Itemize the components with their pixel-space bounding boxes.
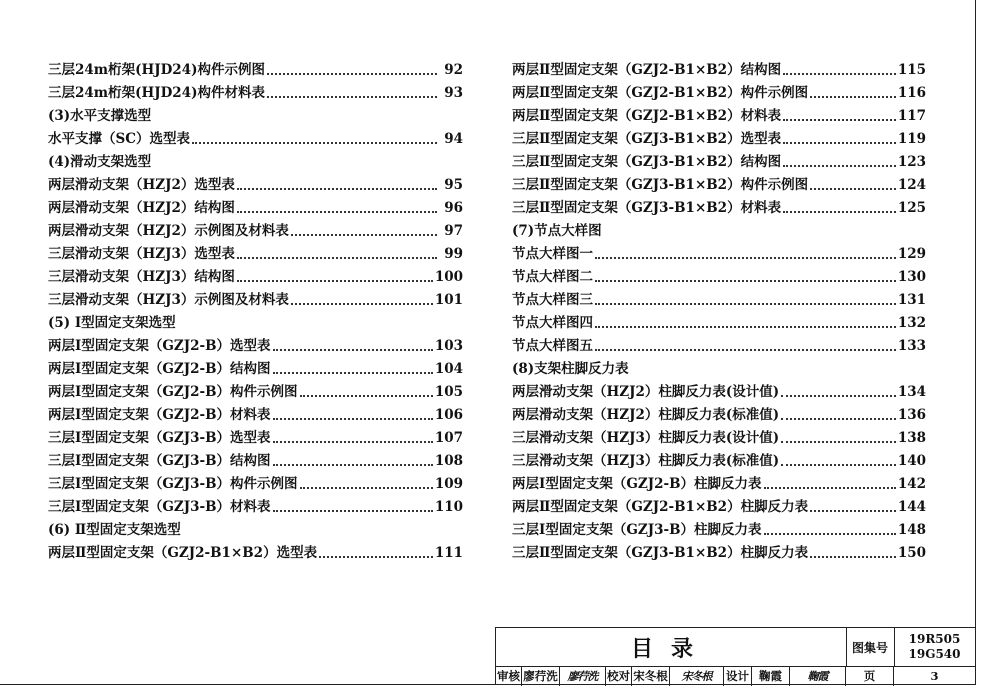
toc-section-heading	[512, 357, 926, 380]
toc-entry-page: 142	[897, 476, 926, 492]
toc-entry-title: 两层Ⅰ型固定支架（GZJ2-B）结构图	[48, 361, 271, 377]
toc-entry-page: 123	[897, 154, 926, 170]
toc-leader-dots	[783, 141, 896, 144]
toc-leader-dots	[810, 187, 896, 190]
toc-entry-title: 三层Ⅰ型固定支架（GZJ3-B）构件示例图	[48, 476, 298, 492]
toc-leader-dots	[237, 256, 437, 259]
toc-entry	[48, 334, 463, 357]
toc-entry-page: 109	[434, 476, 463, 492]
signature-row	[496, 666, 975, 686]
toc-entry-page: 133	[897, 338, 926, 354]
toc-leader-dots	[273, 348, 433, 351]
set-number-label: 图集号	[846, 628, 895, 667]
toc-entry-page: 111	[434, 545, 463, 561]
toc-section-heading	[48, 311, 463, 334]
toc-leader-dots	[273, 509, 433, 512]
page-label: 页	[846, 666, 894, 686]
toc-entry-page: 140	[897, 453, 926, 469]
toc-section-heading	[48, 150, 463, 173]
toc-entry-page: 150	[897, 545, 926, 561]
toc-entry	[48, 495, 463, 518]
toc-entry	[512, 104, 926, 127]
toc-entry	[48, 58, 463, 81]
toc-leader-dots	[810, 95, 896, 98]
toc-entry-page: 104	[434, 361, 463, 377]
toc-leader-dots	[595, 302, 896, 305]
toc-entry-page: 101	[434, 292, 463, 308]
toc-entry-title: 三层滑动支架（HZJ3）示例图及材料表	[48, 292, 289, 308]
toc-leader-dots	[783, 210, 896, 213]
toc-entry	[48, 403, 463, 426]
toc-entry-page: 94	[444, 131, 463, 147]
toc-entry-title: 节点大样图四	[512, 315, 593, 331]
toc-entry-title: 两层滑动支架（HZJ2）柱脚反力表(标准值)	[512, 407, 780, 423]
toc-entry	[48, 196, 463, 219]
toc-entry	[512, 81, 926, 104]
toc-entry-page: 92	[444, 62, 463, 78]
toc-entry	[48, 472, 463, 495]
set-number	[894, 628, 975, 667]
toc-entry	[512, 403, 926, 426]
toc-entry-title: 三层Ⅱ型固定支架（GZJ3-B1×B2）选型表	[512, 131, 782, 147]
toc-leader-dots	[273, 417, 433, 420]
toc-entry-page: 138	[897, 430, 926, 446]
toc-entry-title: 两层Ⅰ型固定支架（GZJ2-B）选型表	[48, 338, 271, 354]
toc-entry-title: 三层Ⅱ型固定支架（GZJ3-B1×B2）结构图	[512, 154, 782, 170]
toc-entry-title: 两层Ⅱ型固定支架（GZJ2-B1×B2）材料表	[512, 108, 782, 124]
toc-leader-dots	[237, 279, 433, 282]
toc-entry-title: (7)节点大样图	[512, 223, 602, 239]
toc-entry	[512, 334, 926, 357]
toc-leader-dots	[781, 394, 896, 397]
toc-entry-page: 148	[897, 522, 926, 538]
toc-entry-page: 110	[434, 499, 463, 515]
designer-name: 鞠霞	[752, 666, 790, 686]
toc-leader-dots	[783, 72, 896, 75]
check-label: 校对	[606, 666, 632, 686]
reviewer-signature: 廖荇洗	[560, 666, 606, 686]
toc-entry-title: 节点大样图一	[512, 246, 593, 262]
toc-leader-dots	[237, 187, 437, 190]
toc-entry-title: 两层Ⅱ型固定支架（GZJ2-B1×B2）选型表	[48, 545, 318, 561]
toc-entry	[48, 81, 463, 104]
toc-entry-title: 三层Ⅰ型固定支架（GZJ3-B）材料表	[48, 499, 271, 515]
toc-entry-title: 节点大样图二	[512, 269, 593, 285]
toc-entry-page: 105	[434, 384, 463, 400]
toc-entry	[512, 242, 926, 265]
toc-entry	[48, 127, 463, 150]
toc-entry-title: 两层Ⅰ型固定支架（GZJ2-B）材料表	[48, 407, 271, 423]
toc-leader-dots	[595, 325, 896, 328]
designer-signature: 鞠霞	[790, 666, 846, 686]
toc-entry-title: 两层Ⅰ型固定支架（GZJ2-B）构件示例图	[48, 384, 298, 400]
toc-right-column	[512, 58, 926, 564]
toc-entry-page: 97	[444, 223, 463, 239]
toc-leader-dots	[764, 532, 896, 535]
toc-entry-title: 三层Ⅱ型固定支架（GZJ3-B1×B2）构件示例图	[512, 177, 809, 193]
toc-entry-title: 两层Ⅰ型固定支架（GZJ2-B）柱脚反力表	[512, 476, 762, 492]
toc-leader-dots	[595, 279, 896, 282]
toc-entry-title: 三层Ⅰ型固定支架（GZJ3-B）柱脚反力表	[512, 522, 762, 538]
toc-entry-page: 119	[897, 131, 926, 147]
toc-entry-title: (4)滑动支架选型	[48, 154, 152, 170]
toc-entry	[48, 380, 463, 403]
toc-entry-page: 125	[897, 200, 926, 216]
toc-entry-title: 三层滑动支架（HZJ3）选型表	[48, 246, 235, 262]
toc-entry-page: 99	[444, 246, 463, 262]
toc-leader-dots	[273, 371, 433, 374]
review-label: 审核	[496, 666, 522, 686]
toc-entry-title: (8)支架柱脚反力表	[512, 361, 629, 377]
toc-entry-title: 三层Ⅰ型固定支架（GZJ3-B）选型表	[48, 430, 271, 446]
toc-entry-title: 三层滑动支架（HZJ3）结构图	[48, 269, 235, 285]
toc-entry-page: 129	[897, 246, 926, 262]
toc-entry	[48, 242, 463, 265]
toc-entry	[512, 311, 926, 334]
toc-entry-page: 100	[434, 269, 463, 285]
toc-entry-page: 130	[897, 269, 926, 285]
toc-entry-title: 节点大样图三	[512, 292, 593, 308]
toc-entry	[512, 150, 926, 173]
toc-entry-page: 124	[897, 177, 926, 193]
toc-entry-title: (3)水平支撑选型	[48, 108, 152, 124]
toc-section-heading	[48, 104, 463, 127]
toc-leader-dots	[267, 72, 437, 75]
toc-entry	[48, 288, 463, 311]
toc-leader-dots	[273, 463, 433, 466]
toc-section-heading	[48, 518, 463, 541]
toc-entry	[48, 426, 463, 449]
toc-entry	[512, 196, 926, 219]
page-number: 3	[930, 669, 939, 683]
toc-entry-title: 两层滑动支架（HZJ2）柱脚反力表(设计值)	[512, 384, 780, 400]
toc-entry	[512, 265, 926, 288]
toc-leader-dots	[781, 417, 896, 420]
set-number-2: 19G540	[908, 647, 961, 661]
toc-leader-dots	[237, 210, 437, 213]
toc-entry-page: 108	[434, 453, 463, 469]
toc-entry	[512, 58, 926, 81]
toc-leader-dots	[781, 463, 896, 466]
toc-entry-page: 103	[434, 338, 463, 354]
toc-entry-page: 93	[444, 85, 463, 101]
toc-section-heading	[512, 219, 926, 242]
title-block	[495, 627, 976, 685]
toc-entry	[512, 495, 926, 518]
document-title: 目录	[496, 628, 847, 667]
toc-entry	[512, 127, 926, 150]
toc-entry-page: 134	[897, 384, 926, 400]
toc-entry	[48, 173, 463, 196]
toc-entry-page: 144	[897, 499, 926, 515]
toc-leader-dots	[319, 555, 433, 558]
checker-name: 宋冬根	[632, 666, 670, 686]
toc-entry-title: 两层滑动支架（HZJ2）示例图及材料表	[48, 223, 289, 239]
toc-entry-title: 三层Ⅰ型固定支架（GZJ3-B）结构图	[48, 453, 271, 469]
toc-entry	[512, 518, 926, 541]
toc-leader-dots	[300, 486, 433, 489]
toc-entry-title: 两层Ⅱ型固定支架（GZJ2-B1×B2）柱脚反力表	[512, 499, 809, 515]
reviewer-name: 廖荇洗	[522, 666, 560, 686]
toc-entry-title: 三层Ⅱ型固定支架（GZJ3-B1×B2）柱脚反力表	[512, 545, 809, 561]
toc-entry-page: 95	[444, 177, 463, 193]
toc-entry	[512, 541, 926, 564]
toc-entry	[512, 426, 926, 449]
toc-entry-page: 115	[897, 62, 926, 78]
toc-entry	[48, 357, 463, 380]
set-number-1: 19R505	[908, 632, 961, 646]
toc-entry-title: 三层Ⅱ型固定支架（GZJ3-B1×B2）材料表	[512, 200, 782, 216]
toc-leader-dots	[810, 509, 896, 512]
toc-entry	[48, 541, 463, 564]
toc-entry-title: 节点大样图五	[512, 338, 593, 354]
toc-entry	[48, 265, 463, 288]
toc-entry-title: 三层滑动支架（HZJ3）柱脚反力表(设计值)	[512, 430, 780, 446]
toc-entry	[512, 472, 926, 495]
toc-entry-title: 两层Ⅱ型固定支架（GZJ2-B1×B2）构件示例图	[512, 85, 809, 101]
toc-leader-dots	[810, 555, 896, 558]
toc-entry-page: 131	[897, 292, 926, 308]
toc-leader-dots	[783, 164, 896, 167]
toc-entry-page: 107	[434, 430, 463, 446]
checker-signature: 宋冬根	[670, 666, 724, 686]
toc-entry-title: 两层滑动支架（HZJ2）结构图	[48, 200, 235, 216]
toc-leader-dots	[192, 141, 437, 144]
toc-leader-dots	[783, 118, 896, 121]
toc-leader-dots	[291, 302, 433, 305]
toc-entry-title: 三层滑动支架（HZJ3）柱脚反力表(标准值)	[512, 453, 780, 469]
toc-entry	[48, 219, 463, 242]
toc-leader-dots	[267, 95, 437, 98]
toc-leader-dots	[595, 348, 896, 351]
toc-entry	[512, 380, 926, 403]
toc-entry-page: 116	[897, 85, 926, 101]
toc-entry-title: 两层Ⅱ型固定支架（GZJ2-B1×B2）结构图	[512, 62, 782, 78]
toc-leader-dots	[595, 256, 896, 259]
toc-entry-title: 水平支撑（SC）选型表	[48, 131, 190, 147]
toc-entry-page: 132	[897, 315, 926, 331]
toc-entry-page: 106	[434, 407, 463, 423]
toc-entry-title: 两层滑动支架（HZJ2）选型表	[48, 177, 235, 193]
toc-entry-page: 117	[897, 108, 926, 124]
toc-entry-title: 三层24m桁架(HJD24)构件示例图	[48, 62, 265, 78]
toc-leader-dots	[300, 394, 433, 397]
design-label: 设计	[724, 666, 752, 686]
toc-entry-title: (6) Ⅱ型固定支架选型	[48, 522, 181, 538]
toc-leader-dots	[781, 440, 896, 443]
toc-entry	[48, 449, 463, 472]
toc-entry-title: 三层24m桁架(HJD24)构件材料表	[48, 85, 265, 101]
toc-left-column	[48, 58, 463, 564]
toc-entry	[512, 449, 926, 472]
toc-entry	[512, 173, 926, 196]
toc-entry	[512, 288, 926, 311]
toc-leader-dots	[291, 233, 437, 236]
toc-entry-title: (5) Ⅰ型固定支架选型	[48, 315, 176, 331]
toc-leader-dots	[764, 486, 896, 489]
toc-leader-dots	[273, 440, 433, 443]
toc-entry-page: 96	[444, 200, 463, 216]
toc-entry-page: 136	[897, 407, 926, 423]
